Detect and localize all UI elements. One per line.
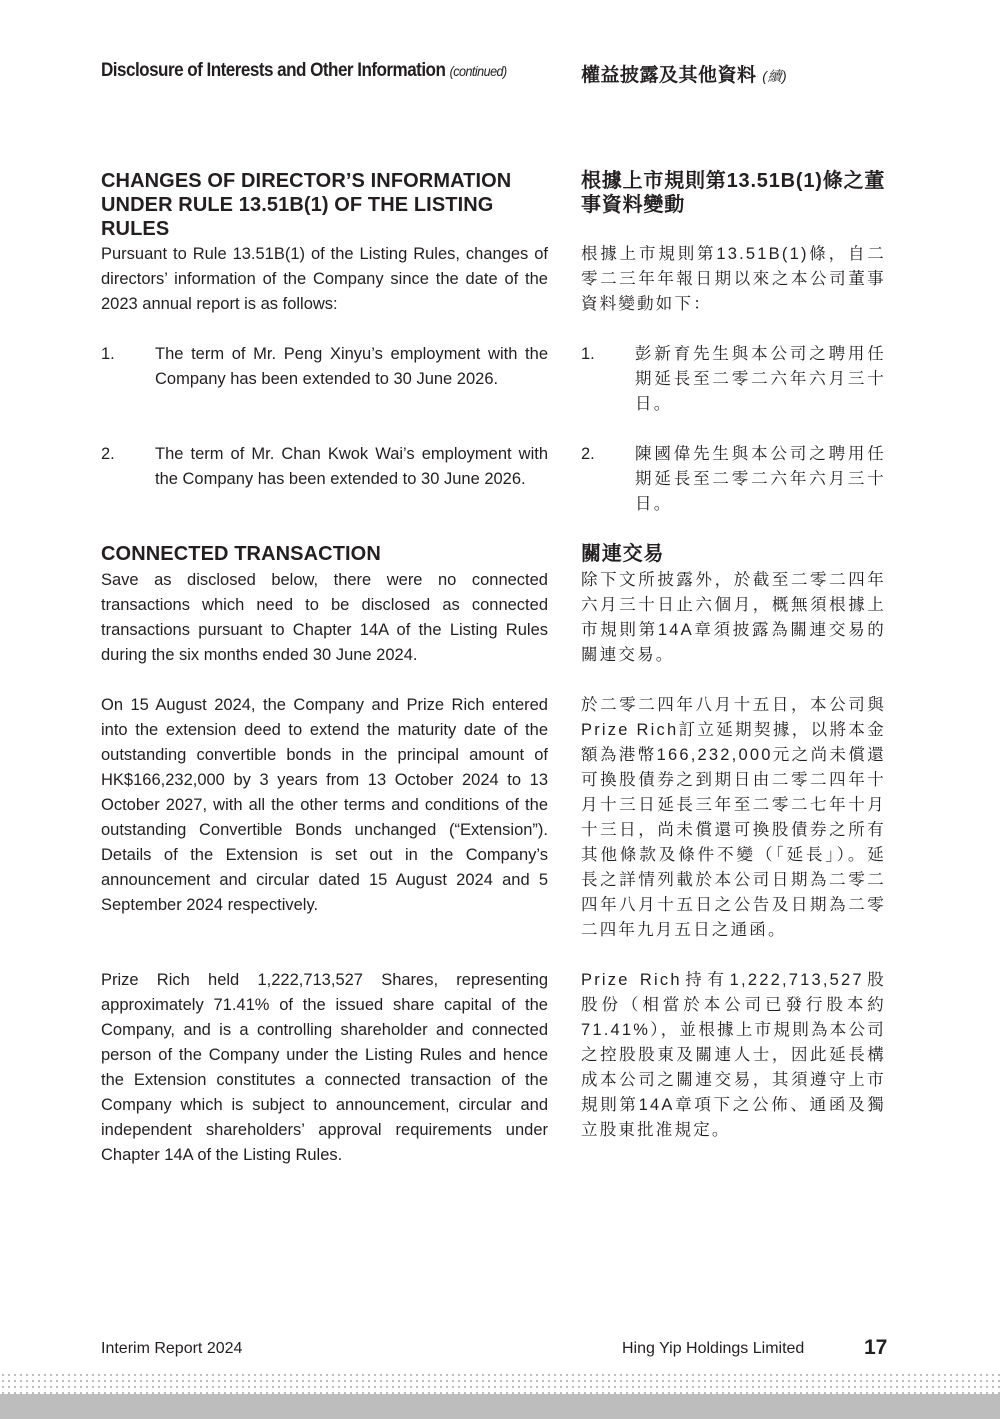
section-heading-directors-info-zh: 根據上市規則第13.51B(1)條之董事資料變動 (581, 170, 886, 216)
header-title-zh: 權益披露及其他資料 (581, 65, 757, 86)
section-intro-zh: 根據上市規則第13.51B(1)條，自二零二三年年報日期以來之本公司董事資料變動如下： (581, 245, 886, 313)
list-item-1-en (101, 342, 548, 402)
paragraph-2-zh: 於二零二四年八月十五日，本公司與Prize Rich訂立延期契據，以將本金額為港幣166,232,000元之尚未償還可換股債券之到期日由二零二四年十月十三日延長三年至二零二七年十月十三日，尚未償還可換股債券之所有其他條款及條件不變（「延長」）。延長之詳情列載於本公司日期為二零二四年八月十五日之公告及日期為二零二四年九月五日之通函。 (581, 696, 886, 939)
section-heading-connected-transaction-zh: 關連交易 (581, 543, 665, 565)
paragraph-3-en: Prize Rich held 1,222,713,527 Shares, representing approximately 71.41% of the issued share capital of the Company, and is a controlling shareholder and connected person of the Company under the Listing Rules and hence the Extension constitutes a connected transaction of the Company which is subject to announcement, circular and independent shareholders’ approval requirements under Chapter 14A of the Listing Rules. (101, 971, 548, 1164)
list-number: 2. (101, 445, 115, 463)
header-continued-zh: (續) (762, 68, 788, 84)
running-header-zh (581, 60, 787, 87)
section-intro-en: Pursuant to Rule 13.51B(1) of the Listing Rules, changes of directors’ information of the Company since the date of the 2023 annual report is as follows: (101, 245, 548, 313)
paragraph-3-zh: Prize Rich持有1,222,713,527股股份（相當於本公司已發行股本約71.41%），並根據上市規則為本公司之控股股東及關連人士，因此延長構成本公司之關連交易，其須遵守上市規則第14A章項下之公佈、通函及獨立股東批准規定。 (581, 971, 886, 1139)
header-continued-en: (continued) (449, 63, 507, 79)
section-heading-connected-transaction-en: CONNECTED TRANSACTION (101, 543, 381, 565)
paragraph-1-zh: 除下文所披露外，於截至二零二四年六月三十日止六個月，概無須根據上市規則第14A章須披露為關連交易的關連交易。 (581, 571, 886, 664)
section-heading-directors-info-en: CHANGES OF DIRECTOR’S INFORMATION UNDER RULE 13.51B(1) OF THE LISTING RULES (101, 170, 512, 240)
footer-report-name: Interim Report 2024 (101, 1340, 243, 1357)
footer-grey-bar (0, 1394, 1000, 1419)
paragraph-2-en: On 15 August 2024, the Company and Prize Rich entered into the extension deed to extend the maturity date of the outstanding convertible bonds in the principal amount of HK$166,232,000 by 3 years from 13 October 2024 to 13 October 2027, with all the other terms and conditions of the outstanding Convertible Bonds unchanged (“Extension”). Details of the Extension is set out in the Company’s announcement and circular dated 15 August 2024 and 5 September 2024 respectively. (101, 696, 548, 914)
footer-dot-pattern (0, 1372, 1000, 1394)
list-item-text: 陳國偉先生與本公司之聘用任期延長至二零二六年六月三十日。 (635, 445, 886, 513)
footer-company-name: Hing Yip Holdings Limited (622, 1340, 805, 1357)
list-number: 1. (581, 345, 595, 363)
list-item-text: The term of Mr. Chan Kwok Wai’s employment with the Company has been extended to 30 June 2026. (155, 445, 548, 488)
list-number: 2. (581, 445, 595, 463)
list-item-2-en (101, 442, 548, 522)
list-item-text: 彭新育先生與本公司之聘用任期延長至二零二六年六月三十日。 (635, 345, 886, 413)
list-item-2-zh (581, 442, 886, 522)
list-item-text: The term of Mr. Peng Xinyu’s employment with the Company has been extended to 30 June 2026. (155, 345, 548, 388)
running-header-en (101, 60, 507, 82)
header-title-en: Disclosure of Interests and Other Information (101, 60, 446, 81)
paragraph-1-en: Save as disclosed below, there were no connected transactions which need to be disclosed as connected transactions pursuant to Chapter 14A of the Listing Rules during the six months ended 30 June 2024. (101, 571, 548, 664)
list-item-1-zh (581, 342, 886, 422)
page-number: 17 (864, 1336, 888, 1359)
list-number: 1. (101, 345, 115, 363)
